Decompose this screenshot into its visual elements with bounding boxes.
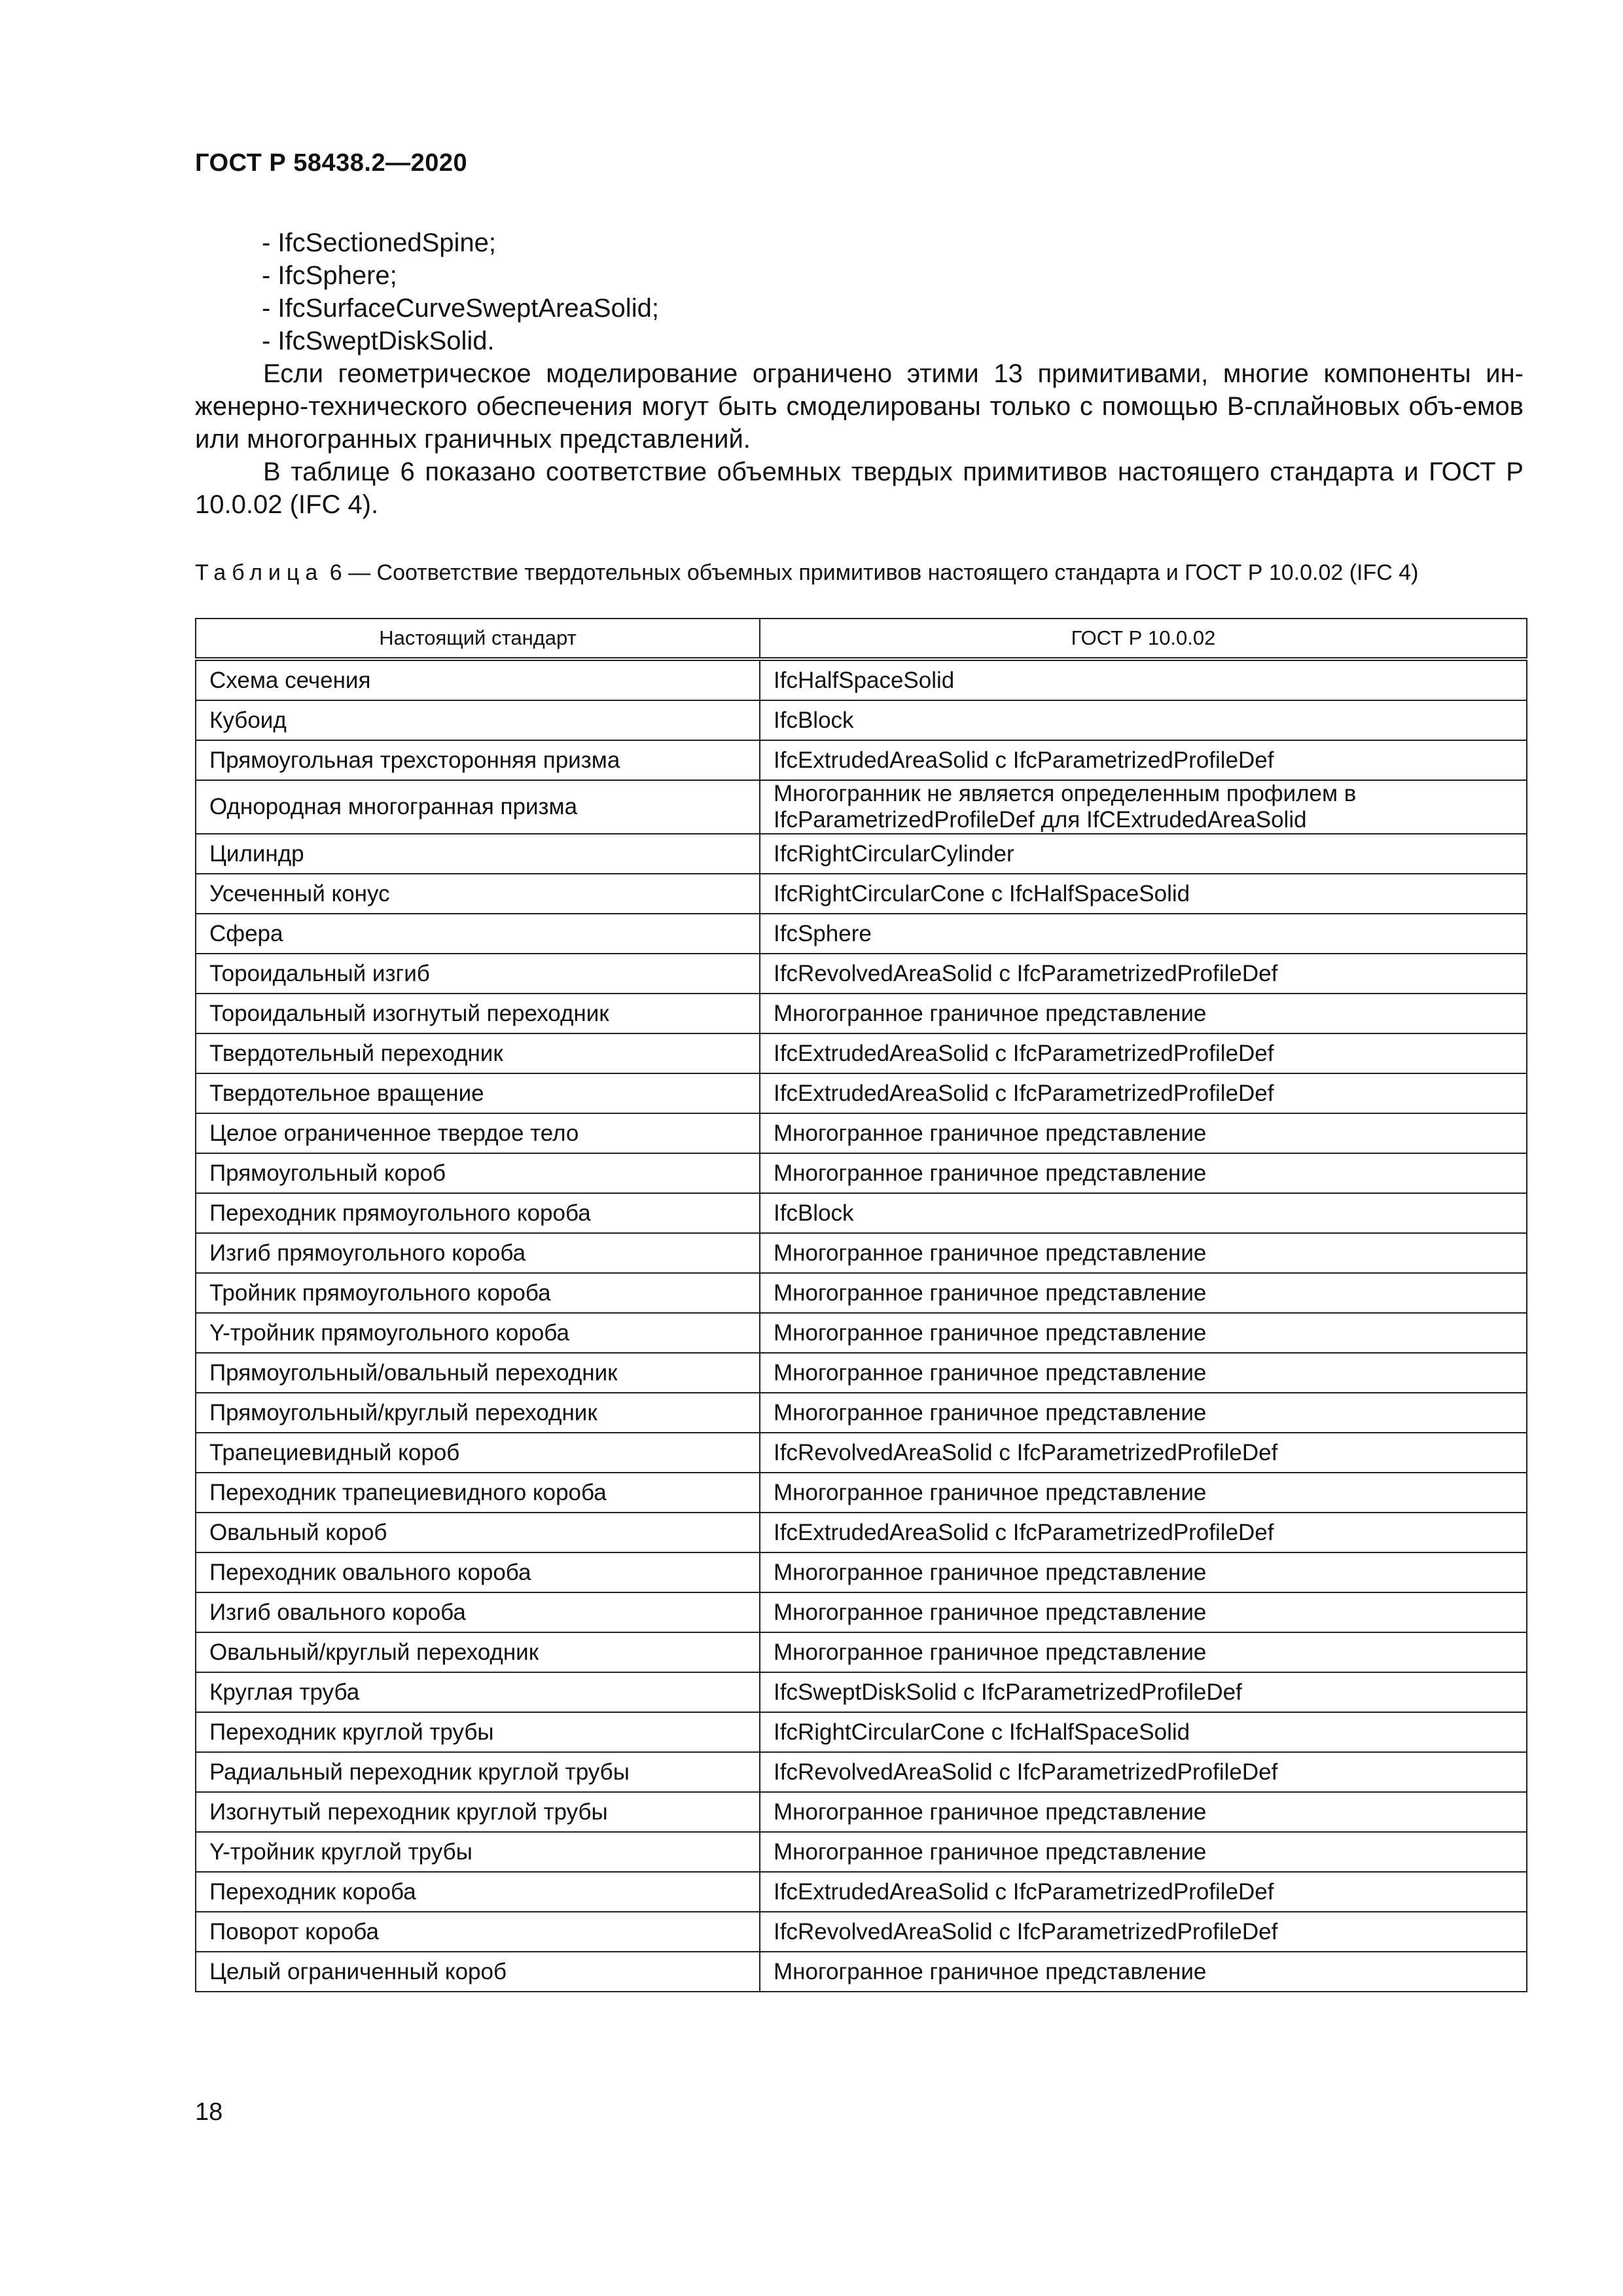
table-cell: IfcSphere — [760, 914, 1527, 954]
table-cell: Тройник прямоугольного короба — [196, 1273, 760, 1313]
table-cell: Прямоугольный короб — [196, 1153, 760, 1193]
table-cell: Тороидальный изгиб — [196, 954, 760, 994]
table-cell: Изгиб прямоугольного короба — [196, 1233, 760, 1273]
table-cell: Многогранное граничное представление — [760, 1592, 1527, 1632]
table-row — [196, 1393, 1527, 1433]
table-row — [196, 1353, 1527, 1393]
table-row — [196, 1752, 1527, 1792]
table-row — [196, 780, 1527, 834]
table-row — [196, 1952, 1527, 1992]
table-cell: Прямоугольный/круглый переходник — [196, 1393, 760, 1433]
table-row — [196, 1632, 1527, 1672]
table-row — [196, 1473, 1527, 1513]
table-row — [196, 994, 1527, 1033]
table-cell: Многогранное граничное представление — [760, 1393, 1527, 1433]
table-row — [196, 1552, 1527, 1592]
table-row — [196, 740, 1527, 780]
table-row — [196, 874, 1527, 914]
table-cell: Многогранное граничное представление — [760, 1113, 1527, 1153]
correspondence-table — [195, 618, 1527, 1992]
table-cell: Многогранное граничное представление — [760, 1153, 1527, 1193]
table-cell: IfcBlock — [760, 1193, 1527, 1233]
page-number: 18 — [195, 2098, 223, 2126]
table-cell: Изгиб овального короба — [196, 1592, 760, 1632]
table-cell: Овальный/круглый переходник — [196, 1632, 760, 1672]
table-cell: Многогранное граничное представление — [760, 1313, 1527, 1353]
table-row — [196, 1792, 1527, 1832]
table-row — [196, 954, 1527, 994]
table-caption — [195, 560, 1525, 586]
table-row — [196, 1313, 1527, 1353]
table-cell: Целый ограниченный короб — [196, 1952, 760, 1992]
table-row — [196, 659, 1527, 700]
list-item: - IfcSurfaceCurveSweptAreaSolid; — [262, 294, 659, 323]
table-cell: Усеченный конус — [196, 874, 760, 914]
document-header: ГОСТ Р 58438.2—2020 — [195, 149, 468, 177]
table-cell: Многогранное граничное представление — [760, 1792, 1527, 1832]
table-cell: Y-тройник прямоугольного короба — [196, 1313, 760, 1353]
table-cell: Многогранное граничное представление — [760, 1952, 1527, 1992]
column-header-current-standard: Настоящий стандарт — [196, 619, 760, 659]
table-cell: Круглая труба — [196, 1672, 760, 1712]
table-row — [196, 914, 1527, 954]
table-cell: IfcSweptDiskSolid с IfcParametrizedProfileDef — [760, 1672, 1527, 1712]
table-cell: Многогранное граничное представление — [760, 1632, 1527, 1672]
table-cell: Овальный короб — [196, 1513, 760, 1552]
table-cell: Переходник короба — [196, 1872, 760, 1912]
table-row — [196, 834, 1527, 874]
table-row — [196, 1872, 1527, 1912]
table-cell: Многогранное граничное представление — [760, 1273, 1527, 1313]
body-text — [195, 226, 1524, 521]
table-cell: Твердотельный переходник — [196, 1033, 760, 1073]
table-cell: IfcRightCircularCone с IfcHalfSpaceSolid — [760, 1712, 1527, 1752]
table-row — [196, 1592, 1527, 1632]
table-cell: Многогранное граничное представление — [760, 1353, 1527, 1393]
table-cell: Переходник трапециевидного короба — [196, 1473, 760, 1513]
table-cell: Прямоугольный/овальный переходник — [196, 1353, 760, 1393]
table-row — [196, 1193, 1527, 1233]
table-cell: IfcBlock — [760, 700, 1527, 740]
column-header-gost: ГОСТ Р 10.0.02 — [760, 619, 1527, 659]
table-cell: Изогнутый переходник круглой трубы — [196, 1792, 760, 1832]
table-cell: Однородная многогранная призма — [196, 780, 760, 834]
table-caption-text: 6 — Соответствие твердотельных объемных примитивов настоящего стандарта и ГОСТ Р 10.0.02 (IFC 4) — [323, 560, 1419, 585]
table-cell: Y-тройник круглой трубы — [196, 1832, 760, 1872]
list-item: - IfcSweptDiskSolid. — [262, 327, 495, 355]
table-cell: IfcExtrudedAreaSolid с IfcParametrizedProfileDef — [760, 1872, 1527, 1912]
table-cell: Многогранное граничное представление — [760, 1832, 1527, 1872]
table-cell: Тороидальный изогнутый переходник — [196, 994, 760, 1033]
table-row — [196, 700, 1527, 740]
table-row — [196, 1712, 1527, 1752]
table-cell: IfcRevolvedAreaSolid с IfcParametrizedProfileDef — [760, 1912, 1527, 1952]
table-cell: IfcExtrudedAreaSolid с IfcParametrizedProfileDef — [760, 1033, 1527, 1073]
table-row — [196, 1433, 1527, 1473]
table-cell: Многогранное граничное представление — [760, 994, 1527, 1033]
table-cell: Сфера — [196, 914, 760, 954]
table-cell: IfcExtrudedAreaSolid с IfcParametrizedProfileDef — [760, 740, 1527, 780]
table-cell: Цилиндр — [196, 834, 760, 874]
table-row — [196, 1113, 1527, 1153]
table-cell: IfcExtrudedAreaSolid с IfcParametrizedProfileDef — [760, 1073, 1527, 1113]
table-row — [196, 1832, 1527, 1872]
table-cell: Переходник прямоугольного короба — [196, 1193, 760, 1233]
table-cell: Переходник круглой трубы — [196, 1712, 760, 1752]
table-cell: Трапециевидный короб — [196, 1433, 760, 1473]
table-cell: Переходник овального короба — [196, 1552, 760, 1592]
table-cell: Радиальный переходник круглой трубы — [196, 1752, 760, 1792]
table-row — [196, 1273, 1527, 1313]
table-row — [196, 1033, 1527, 1073]
list-item: - IfcSphere; — [262, 261, 397, 290]
list-item: - IfcSectionedSpine; — [262, 228, 496, 257]
table-cell: Поворот короба — [196, 1912, 760, 1952]
table-cell: Твердотельное вращение — [196, 1073, 760, 1113]
table-cell: Многогранное граничное представление — [760, 1552, 1527, 1592]
table-row — [196, 1912, 1527, 1952]
paragraph: Если геометрическое моделирование ограничено этими 13 примитивами, многие компоненты ин-женерно-технического обеспечения могут быть смоделированы только с помощью B-сплайновых объ-емов или многогранных граничных представлений. — [195, 359, 1524, 454]
table-cell: Многогранное граничное представление — [760, 1233, 1527, 1273]
table-cell: IfcRightCircularCylinder — [760, 834, 1527, 874]
table-cell: Многогранное граничное представление — [760, 1473, 1527, 1513]
table-header-row — [196, 619, 1527, 659]
table-cell: Кубоид — [196, 700, 760, 740]
table-cell: IfcHalfSpaceSolid — [760, 659, 1527, 700]
table-row — [196, 1153, 1527, 1193]
table-caption-label: Таблица — [195, 560, 324, 585]
table-cell: Схема сечения — [196, 659, 760, 700]
table-cell: IfcExtrudedAreaSolid с IfcParametrizedProfileDef — [760, 1513, 1527, 1552]
paragraph: В таблице 6 показано соответствие объемных твердых примитивов настоящего стандарта и ГОСТ Р 10.0.02 (IFC 4). — [195, 457, 1524, 519]
table-cell: IfcRevolvedAreaSolid с IfcParametrizedProfileDef — [760, 954, 1527, 994]
table-cell: Целое ограниченное твердое тело — [196, 1113, 760, 1153]
table-cell: IfcRevolvedAreaSolid с IfcParametrizedProfileDef — [760, 1752, 1527, 1792]
table-row — [196, 1672, 1527, 1712]
table-row — [196, 1073, 1527, 1113]
table-cell: IfcRevolvedAreaSolid с IfcParametrizedProfileDef — [760, 1433, 1527, 1473]
table-row — [196, 1233, 1527, 1273]
table-cell: IfcRightCircularCone с IfcHalfSpaceSolid — [760, 874, 1527, 914]
table-row — [196, 1513, 1527, 1552]
table-cell: Многогранник не является определенным профилем в IfcParametrizedProfileDef для IfCExtrudedAreaSolid — [760, 780, 1527, 834]
table-cell: Прямоугольная трехсторонняя призма — [196, 740, 760, 780]
